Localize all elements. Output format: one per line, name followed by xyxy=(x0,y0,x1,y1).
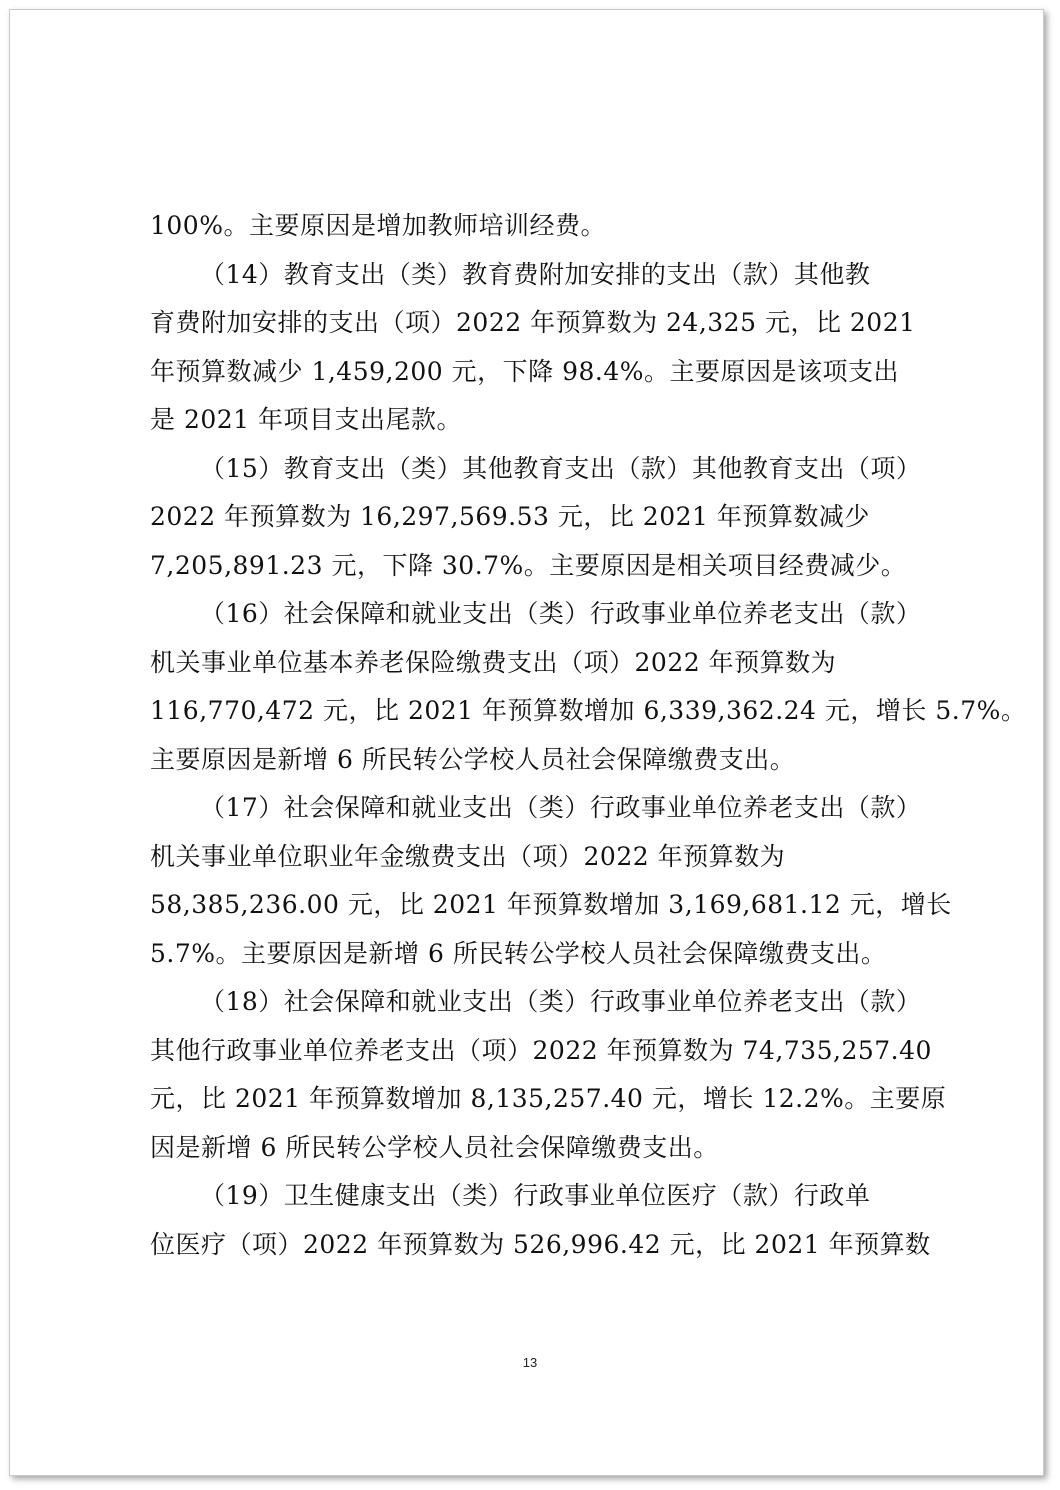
text-line: 年预算数减少 1,459,200 元，下降 98.4%。主要原因是该项支出 xyxy=(150,356,899,386)
text-line: 5.7%。主要原因是新增 6 所民转公学校人员社会保障缴费支出。 xyxy=(150,938,887,968)
paragraph-19-line-1: （19）卫生健康支出（类）行政事业单位医疗（款）行政单 xyxy=(200,1181,871,1210)
text-line: 因是新增 6 所民转公学校人员社会保障缴费支出。 xyxy=(150,1132,719,1162)
text-line: 其他行政事业单位养老支出（项）2022 年预算数为 74,735,257.40 xyxy=(150,1035,932,1065)
body-text xyxy=(150,202,1027,1269)
paragraph-16-line-1: （16）社会保障和就业支出（类）行政事业单位养老支出（款） xyxy=(200,599,922,628)
text-line: 是 2021 年项目支出尾款。 xyxy=(150,405,463,434)
text-line: 58,385,236.00 元，比 2021 年预算数增加 3,169,681.12 元，增长 xyxy=(150,890,952,919)
text-line: 100%。主要原因是增加教师培训经费。 xyxy=(150,211,606,240)
text-line: 7,205,891.23 元，下降 30.7%。主要原因是相关项目经费减少。 xyxy=(150,550,907,580)
text-line: 机关事业单位职业年金缴费支出（项）2022 年预算数为 xyxy=(150,841,786,871)
text-line: 116,770,472 元，比 2021 年预算数增加 6,339,362.24 元，增长 5.7%。 xyxy=(150,696,1027,725)
text-line: 育费附加安排的支出（项）2022 年预算数为 24,325 元，比 2021 xyxy=(150,308,916,337)
paragraph-14-line-1: （14）教育支出（类）教育费附加安排的支出（款）其他教 xyxy=(200,259,871,289)
text-line: 元，比 2021 年预算数增加 8,135,257.40 元，增长 12.2%。主要原 xyxy=(150,1084,947,1113)
text-line: 位医疗（项）2022 年预算数为 526,996.42 元，比 2021 年预算数 xyxy=(150,1229,931,1259)
text-line: 机关事业单位基本养老保险缴费支出（项）2022 年预算数为 xyxy=(150,647,837,677)
page-number: 13 xyxy=(522,1355,538,1370)
text-line: 2022 年预算数为 16,297,569.53 元，比 2021 年预算数减少 xyxy=(150,502,870,531)
paragraph-15-line-1: （15）教育支出（类）其他教育支出（款）其他教育支出（项） xyxy=(200,453,922,483)
paragraph-18-line-1: （18）社会保障和就业支出（类）行政事业单位养老支出（款） xyxy=(200,987,922,1016)
paragraph-17-line-1: （17）社会保障和就业支出（类）行政事业单位养老支出（款） xyxy=(200,793,922,822)
text-line: 主要原因是新增 6 所民转公学校人员社会保障缴费支出。 xyxy=(150,744,796,774)
